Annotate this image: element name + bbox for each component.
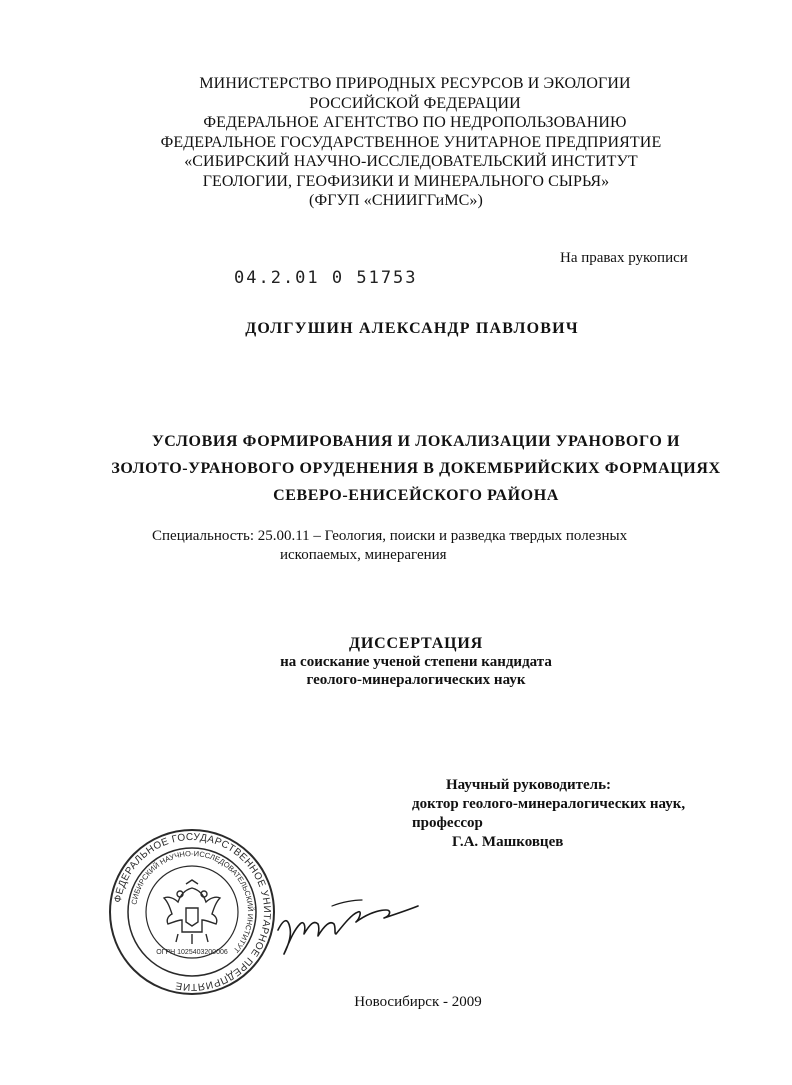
seal-inner-text: СИБИРСКИЙ НАУЧНО-ИССЛЕДОВАТЕЛЬСКИЙ ИНСТИТУТ	[129, 848, 256, 955]
title-line: СЕВЕРО-ЕНИСЕЙСКОГО РАЙОНА	[273, 487, 559, 504]
dissertation-title	[0, 428, 792, 509]
dissertation-heading: ДИССЕРТАЦИЯ	[349, 635, 483, 652]
city-year-text: Новосибирск - 2009	[354, 994, 482, 1010]
header-line: (ФГУП «СНИИГГиМС»)	[309, 192, 483, 209]
official-seal	[108, 828, 276, 996]
dissertation-block	[0, 635, 792, 689]
supervisor-rank: профессор	[412, 815, 483, 831]
author-name-text: ДОЛГУШИН АЛЕКСАНДР ПАВЛОВИЧ	[245, 320, 579, 337]
organization-header	[0, 74, 792, 211]
title-line: ЗОЛОТО-УРАНОВОГО ОРУДЕНЕНИЯ В ДОКЕМБРИЙСКИХ ФОРМАЦИЯХ	[111, 460, 721, 477]
supervisor-name: Г.А. Машковцев	[452, 834, 564, 850]
header-line: ГЕОЛОГИИ, ГЕОФИЗИКИ И МИНЕРАЛЬНОГО СЫРЬЯ»	[202, 172, 610, 190]
author-name	[0, 320, 792, 338]
dissertation-line: на соискание ученой степени кандидата	[280, 654, 552, 670]
title-line: УСЛОВИЯ ФОРМИРОВАНИЯ И ЛОКАЛИЗАЦИИ УРАНОВОГО И	[151, 433, 681, 450]
manuscript-rights-note: На правах рукописи	[560, 250, 688, 266]
header-line: ФЕДЕРАЛЬНОЕ АГЕНТСТВО ПО НЕДРОПОЛЬЗОВАНИЮ	[203, 114, 627, 131]
supervisor-block	[412, 776, 685, 852]
seal-middle-ring	[128, 848, 256, 976]
supervisor-degree: доктор геолого-минералогических наук,	[412, 796, 686, 812]
registration-number: 04.2.01 0 51753	[234, 268, 418, 288]
seal-ogrn: ОГРН 1025403200006	[156, 949, 228, 956]
handwritten-signature	[272, 888, 422, 960]
specialty-line: Специальность: 25.00.11 – Геология, поиски и разведка твердых полезных	[152, 528, 628, 544]
seal-outer-text: ФЕДЕРАЛЬНОЕ ГОСУДАРСТВЕННОЕ УНИТАРНОЕ ПРЕДПРИЯТИЕ	[112, 831, 273, 993]
city-year	[0, 994, 792, 1011]
dissertation-line: геолого-минералогических наук	[306, 672, 526, 688]
header-line: «СИБИРСКИЙ НАУЧНО-ИССЛЕДОВАТЕЛЬСКИЙ ИНСТИТУТ	[184, 153, 638, 170]
header-line: МИНИСТЕРСТВО ПРИРОДНЫХ РЕСУРСОВ И ЭКОЛОГИИ	[199, 75, 631, 92]
header-line: РОССИЙСКОЙ ФЕДЕРАЦИИ	[309, 94, 521, 112]
header-line: ФЕДЕРАЛЬНОЕ ГОСУДАРСТВЕННОЕ УНИТАРНОЕ ПРЕДПРИЯТИЕ	[160, 133, 662, 151]
specialty-line: ископаемых, минерагения	[280, 547, 447, 563]
coat-of-arms-icon	[164, 880, 220, 944]
supervisor-role: Научный руководитель:	[446, 777, 611, 793]
specialty-block	[152, 527, 627, 565]
